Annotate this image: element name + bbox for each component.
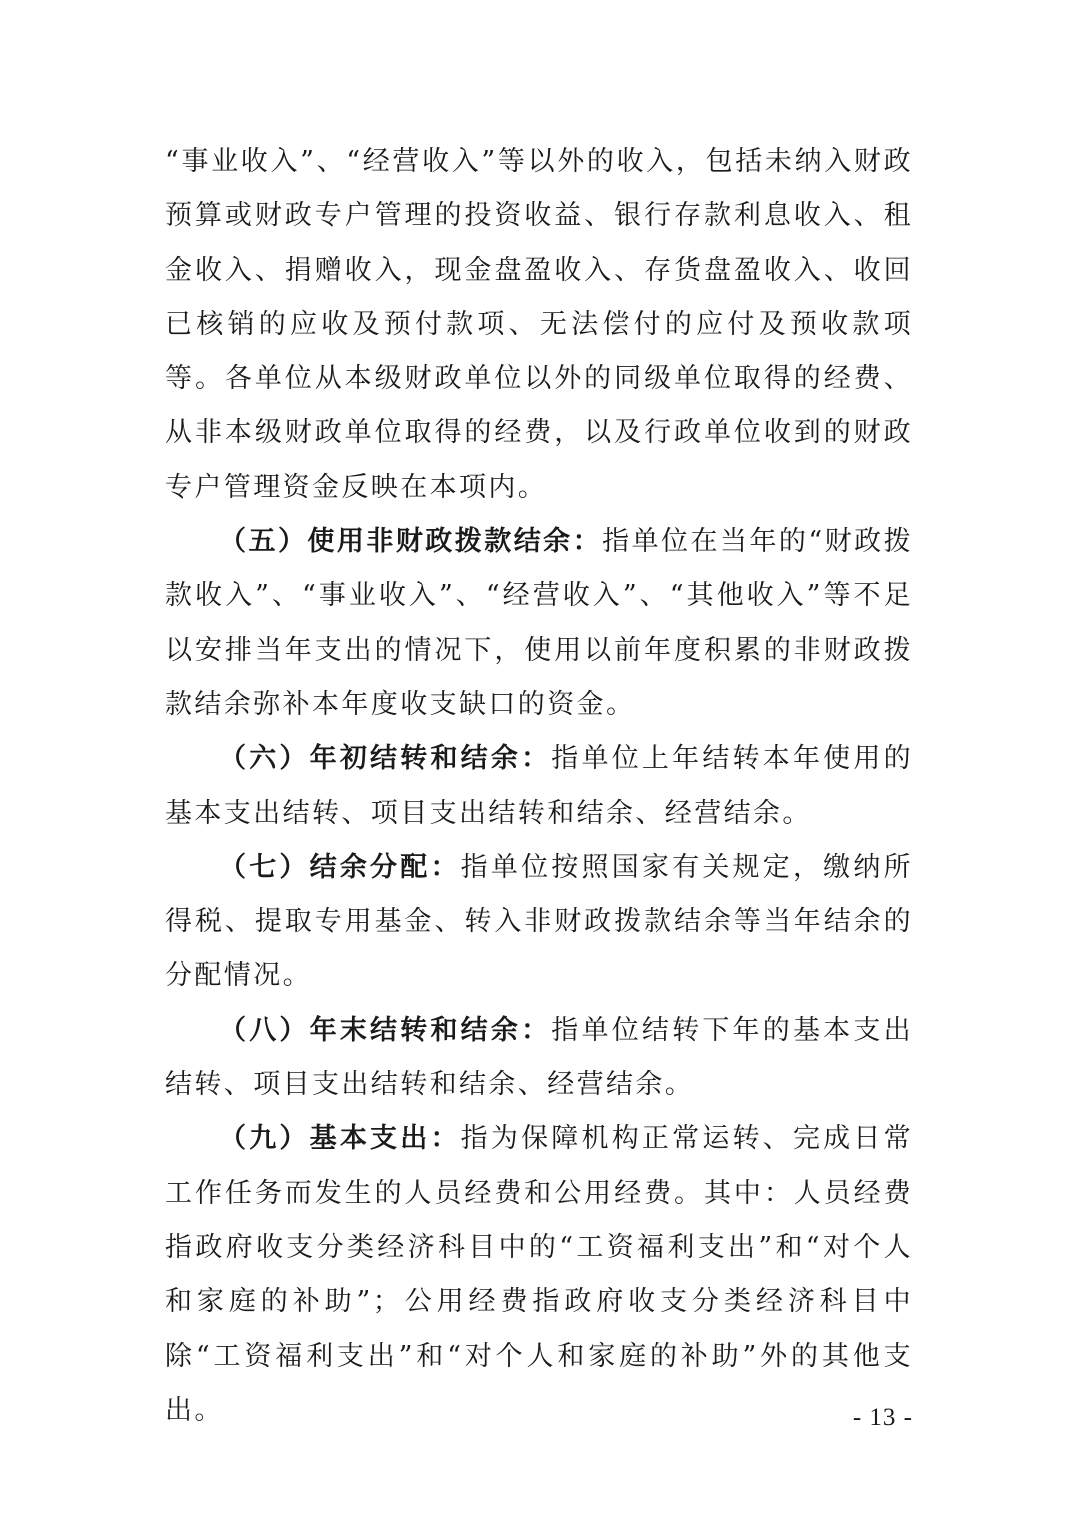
paragraph-continued-other-income: [165, 135, 913, 515]
paragraph-lead: （八）年末结转和结余：: [219, 1014, 552, 1046]
paragraph-text: 指单位结转下年的基本支出结转、项目支出结转和结余、经营结余。: [165, 1014, 913, 1101]
paragraph-lead: （五）使用非财政拨款结余：: [219, 526, 603, 558]
paragraph-text: 指单位按照国家有关规定，缴纳所得税、提取专用基金、转入非财政拨款结余等当年结余的分配情况。: [165, 851, 913, 992]
paragraph-lead: （六）年初结转和结余：: [219, 743, 552, 775]
paragraph-text: 指单位上年结转本年使用的基本支出结转、项目支出结转和结余、经营结余。: [165, 743, 913, 829]
paragraph-item-9: [165, 1112, 913, 1438]
paragraph-item-6: [165, 732, 913, 841]
paragraph-lead: （九）基本支出：: [219, 1123, 461, 1155]
body-text: [165, 135, 913, 1438]
paragraph-lead: （七）结余分配：: [219, 851, 461, 883]
page-number: - 13 -: [852, 1404, 913, 1431]
paragraph-item-7: [165, 841, 913, 1004]
paragraph-item-8: [165, 1004, 913, 1113]
paragraph-text: 指为保障机构正常运转、完成日常工作任务而发生的人员经费和公用经费。其中：人员经费指政府收支分类经济科目中的“工资福利支出”和“对个人和家庭的补助”；公用经费指政府收支分类经济科目中除“工资福利支出”和“对个人和家庭的补助”外的其他支出。: [165, 1123, 913, 1426]
paragraph-text: 指单位在当年的“财政拨款收入”、“事业收入”、“经营收入”、“其他收入”等不足以安排当年支出的情况下，使用以前年度积累的非财政拨款结余弥补本年度收支缺口的资金。: [165, 526, 914, 720]
paragraph-item-5: [165, 515, 913, 732]
paragraph-text: “事业收入”、“经营收入”等以外的收入，包括未纳入财政预算或财政专户管理的投资收益、银行存款利息收入、租金收入、捐赠收入，现金盘盈收入、存货盘盈收入、收回已核销的应收及预付款项、无法偿付的应付及预收款项等。各单位从本级财政单位以外的同级单位取得的经费、从非本级财政单位取得的经费，以及行政单位收到的财政专户管理资金反映在本项内。: [165, 146, 913, 503]
